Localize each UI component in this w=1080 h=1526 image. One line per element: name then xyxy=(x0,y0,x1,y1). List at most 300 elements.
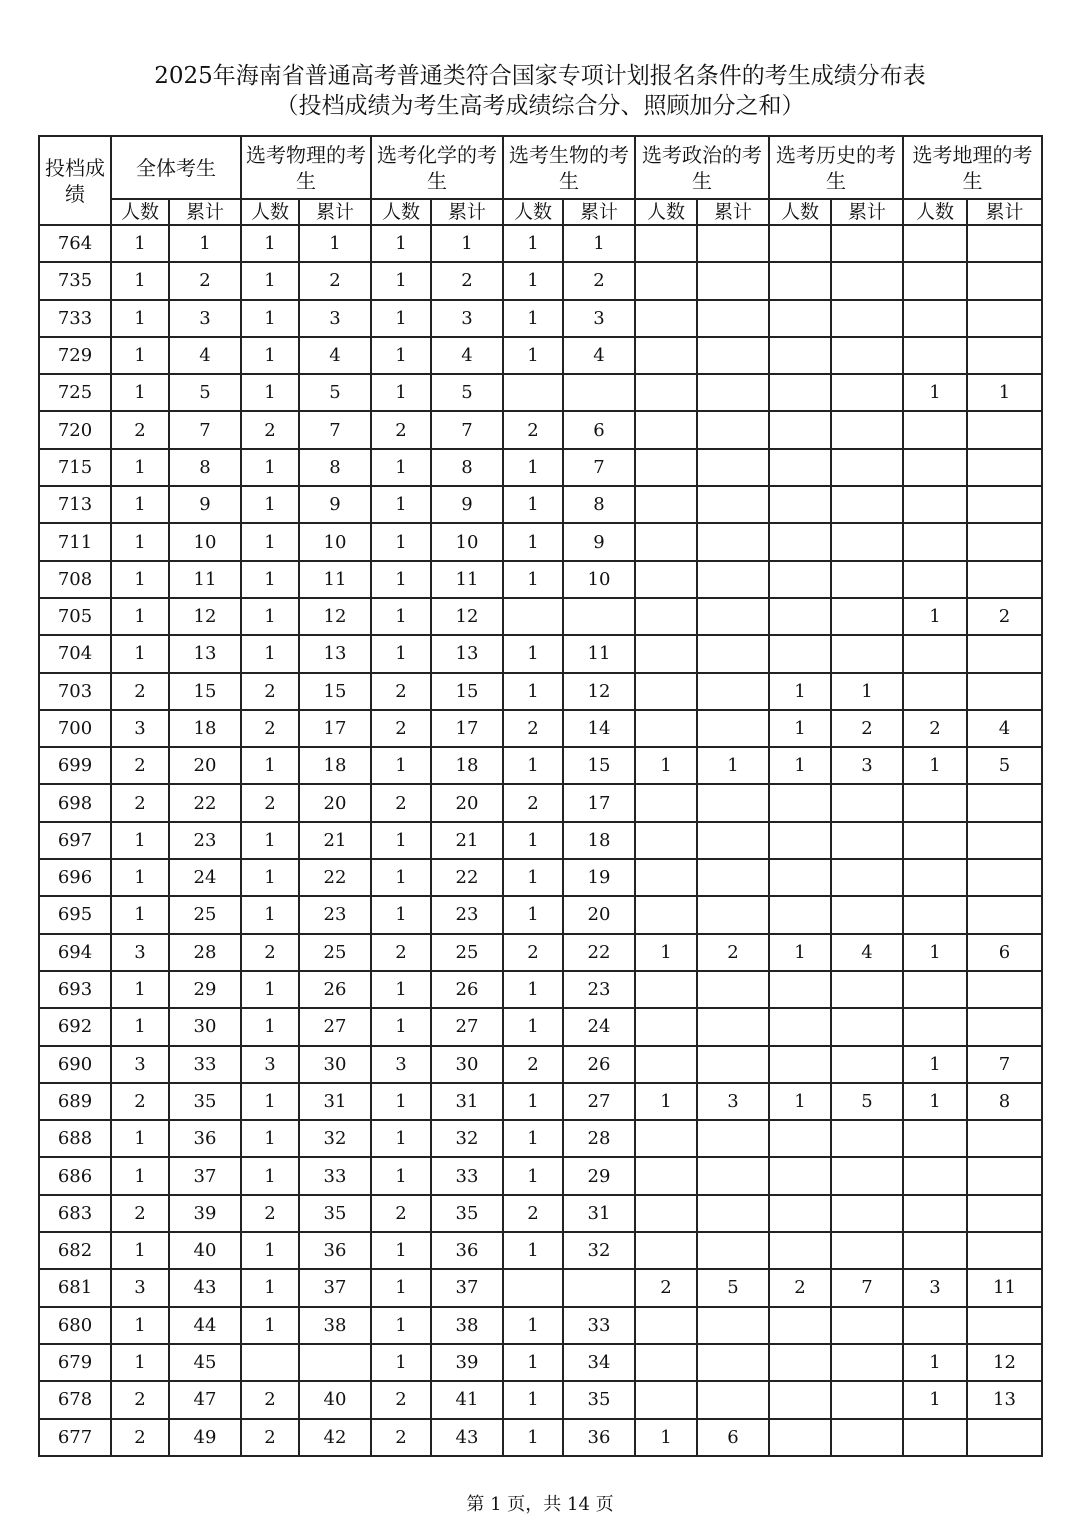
score-cell: 720 xyxy=(39,411,111,448)
count-cell: 1 xyxy=(371,1083,431,1120)
cumulative-cell xyxy=(697,1381,769,1418)
cumulative-cell xyxy=(697,896,769,933)
cumulative-cell: 41 xyxy=(431,1381,503,1418)
cumulative-cell: 1 xyxy=(563,225,635,262)
count-cell xyxy=(635,300,697,337)
cumulative-cell xyxy=(831,225,903,262)
cumulative-cell: 18 xyxy=(563,822,635,859)
cumulative-cell: 23 xyxy=(169,822,241,859)
cumulative-cell: 2 xyxy=(697,934,769,971)
count-cell: 1 xyxy=(111,896,169,933)
count-cell xyxy=(769,1344,831,1381)
cumulative-cell: 22 xyxy=(169,784,241,821)
cumulative-cell: 10 xyxy=(563,561,635,598)
count-cell: 1 xyxy=(503,1008,563,1045)
cumulative-cell: 8 xyxy=(967,1083,1042,1120)
count-cell: 2 xyxy=(111,1083,169,1120)
cumulative-cell: 3 xyxy=(831,747,903,784)
count-cell: 2 xyxy=(371,710,431,747)
cumulative-cell: 4 xyxy=(431,337,503,374)
count-cell: 1 xyxy=(635,747,697,784)
count-cell: 1 xyxy=(769,710,831,747)
cumulative-cell: 43 xyxy=(169,1269,241,1306)
subheader-count: 人数 xyxy=(635,199,697,225)
count-cell xyxy=(635,262,697,299)
table-row xyxy=(39,1419,1042,1456)
cumulative-cell: 8 xyxy=(431,449,503,486)
cumulative-cell: 37 xyxy=(431,1269,503,1306)
count-cell xyxy=(635,1381,697,1418)
cumulative-cell xyxy=(697,561,769,598)
table-row xyxy=(39,411,1042,448)
table-row xyxy=(39,747,1042,784)
count-cell xyxy=(769,486,831,523)
cumulative-cell: 32 xyxy=(563,1232,635,1269)
cumulative-cell: 15 xyxy=(299,673,371,710)
count-cell xyxy=(903,673,967,710)
count-cell: 2 xyxy=(371,411,431,448)
count-cell xyxy=(903,1008,967,1045)
count-cell: 1 xyxy=(241,1120,299,1157)
subheader-count: 人数 xyxy=(241,199,299,225)
cumulative-cell: 47 xyxy=(169,1381,241,1418)
cumulative-cell: 22 xyxy=(431,859,503,896)
count-cell xyxy=(903,1307,967,1344)
score-cell: 690 xyxy=(39,1046,111,1083)
cumulative-cell: 35 xyxy=(299,1195,371,1232)
cumulative-cell: 12 xyxy=(299,598,371,635)
cumulative-cell xyxy=(697,486,769,523)
cumulative-cell: 5 xyxy=(831,1083,903,1120)
cumulative-cell: 37 xyxy=(299,1269,371,1306)
table-row xyxy=(39,262,1042,299)
count-cell: 1 xyxy=(769,747,831,784)
score-cell: 764 xyxy=(39,225,111,262)
score-cell: 683 xyxy=(39,1195,111,1232)
score-cell: 705 xyxy=(39,598,111,635)
table-row xyxy=(39,449,1042,486)
count-cell: 3 xyxy=(371,1046,431,1083)
cumulative-cell: 36 xyxy=(299,1232,371,1269)
count-cell: 1 xyxy=(503,1381,563,1418)
cumulative-cell: 33 xyxy=(169,1046,241,1083)
cumulative-cell xyxy=(697,1232,769,1269)
subheader-cumulative: 累计 xyxy=(967,199,1042,225)
cumulative-cell: 1 xyxy=(431,225,503,262)
cumulative-cell xyxy=(697,300,769,337)
count-cell xyxy=(769,374,831,411)
count-cell xyxy=(769,1008,831,1045)
cumulative-cell: 12 xyxy=(967,1344,1042,1381)
score-cell: 680 xyxy=(39,1307,111,1344)
score-cell: 689 xyxy=(39,1083,111,1120)
score-cell: 678 xyxy=(39,1381,111,1418)
count-cell: 2 xyxy=(503,1046,563,1083)
cumulative-cell: 18 xyxy=(169,710,241,747)
cumulative-cell: 18 xyxy=(431,747,503,784)
cumulative-cell xyxy=(831,896,903,933)
count-cell: 1 xyxy=(903,374,967,411)
cumulative-cell xyxy=(967,1120,1042,1157)
subheader-cumulative: 累计 xyxy=(299,199,371,225)
cumulative-cell: 24 xyxy=(169,859,241,896)
count-cell xyxy=(769,1157,831,1194)
cumulative-cell: 11 xyxy=(431,561,503,598)
count-cell: 3 xyxy=(903,1269,967,1306)
table-row xyxy=(39,1195,1042,1232)
count-cell: 2 xyxy=(503,710,563,747)
cumulative-cell: 20 xyxy=(431,784,503,821)
count-cell xyxy=(903,1120,967,1157)
count-cell: 2 xyxy=(111,1419,169,1456)
count-cell xyxy=(635,1344,697,1381)
table-row xyxy=(39,1269,1042,1306)
count-cell: 2 xyxy=(111,747,169,784)
count-cell: 3 xyxy=(241,1046,299,1083)
count-cell: 1 xyxy=(503,1157,563,1194)
cumulative-cell: 17 xyxy=(431,710,503,747)
table-row xyxy=(39,598,1042,635)
header-group-biology: 选考生物的考生 xyxy=(503,136,635,199)
cumulative-cell: 9 xyxy=(169,486,241,523)
count-cell xyxy=(903,486,967,523)
cumulative-cell: 11 xyxy=(967,1269,1042,1306)
cumulative-cell: 12 xyxy=(431,598,503,635)
cumulative-cell xyxy=(697,971,769,1008)
count-cell xyxy=(903,411,967,448)
count-cell: 1 xyxy=(503,486,563,523)
count-cell: 1 xyxy=(371,747,431,784)
count-cell: 1 xyxy=(769,673,831,710)
count-cell: 1 xyxy=(371,523,431,560)
cumulative-cell: 40 xyxy=(169,1232,241,1269)
cumulative-cell xyxy=(697,337,769,374)
count-cell xyxy=(903,449,967,486)
count-cell xyxy=(635,635,697,672)
table-row xyxy=(39,300,1042,337)
cumulative-cell: 3 xyxy=(431,300,503,337)
cumulative-cell: 13 xyxy=(431,635,503,672)
cumulative-cell: 5 xyxy=(431,374,503,411)
count-cell: 1 xyxy=(111,374,169,411)
cumulative-cell xyxy=(831,1419,903,1456)
count-cell: 1 xyxy=(371,1232,431,1269)
cumulative-cell: 20 xyxy=(169,747,241,784)
cumulative-cell xyxy=(697,673,769,710)
table-row xyxy=(39,523,1042,560)
cumulative-cell: 23 xyxy=(431,896,503,933)
count-cell xyxy=(635,374,697,411)
count-cell xyxy=(769,225,831,262)
cumulative-cell: 4 xyxy=(563,337,635,374)
count-cell: 1 xyxy=(503,859,563,896)
cumulative-cell: 7 xyxy=(299,411,371,448)
count-cell: 1 xyxy=(111,337,169,374)
count-cell xyxy=(769,1307,831,1344)
count-cell: 2 xyxy=(241,411,299,448)
table-row xyxy=(39,225,1042,262)
cumulative-cell: 5 xyxy=(299,374,371,411)
subheader-count: 人数 xyxy=(903,199,967,225)
count-cell xyxy=(769,300,831,337)
cumulative-cell: 13 xyxy=(169,635,241,672)
count-cell xyxy=(769,896,831,933)
count-cell xyxy=(769,635,831,672)
cumulative-cell xyxy=(831,1008,903,1045)
count-cell xyxy=(903,1195,967,1232)
table-row xyxy=(39,1307,1042,1344)
count-cell: 1 xyxy=(241,486,299,523)
cumulative-cell xyxy=(967,337,1042,374)
table-row xyxy=(39,896,1042,933)
score-cell: 704 xyxy=(39,635,111,672)
cumulative-cell: 5 xyxy=(967,747,1042,784)
count-cell: 1 xyxy=(111,598,169,635)
count-cell: 1 xyxy=(503,523,563,560)
score-cell: 725 xyxy=(39,374,111,411)
count-cell: 2 xyxy=(241,934,299,971)
cumulative-cell: 8 xyxy=(299,449,371,486)
subheader-count: 人数 xyxy=(769,199,831,225)
count-cell: 1 xyxy=(635,934,697,971)
cumulative-cell xyxy=(967,1195,1042,1232)
count-cell: 1 xyxy=(111,523,169,560)
cumulative-cell: 21 xyxy=(299,822,371,859)
count-cell xyxy=(769,822,831,859)
cumulative-cell: 12 xyxy=(563,673,635,710)
cumulative-cell xyxy=(831,1381,903,1418)
cumulative-cell: 15 xyxy=(431,673,503,710)
count-cell: 1 xyxy=(503,225,563,262)
table-row xyxy=(39,859,1042,896)
score-cell: 708 xyxy=(39,561,111,598)
score-cell: 688 xyxy=(39,1120,111,1157)
cumulative-cell xyxy=(967,822,1042,859)
cumulative-cell: 15 xyxy=(169,673,241,710)
count-cell: 1 xyxy=(241,896,299,933)
cumulative-cell: 8 xyxy=(169,449,241,486)
cumulative-cell: 29 xyxy=(169,971,241,1008)
score-cell: 715 xyxy=(39,449,111,486)
score-cell: 733 xyxy=(39,300,111,337)
score-cell: 711 xyxy=(39,523,111,560)
count-cell xyxy=(903,635,967,672)
count-cell xyxy=(903,1232,967,1269)
count-cell: 1 xyxy=(241,262,299,299)
count-cell xyxy=(769,262,831,299)
cumulative-cell: 23 xyxy=(299,896,371,933)
count-cell: 1 xyxy=(241,449,299,486)
cumulative-cell xyxy=(697,1157,769,1194)
count-cell xyxy=(635,1157,697,1194)
count-cell: 2 xyxy=(111,1381,169,1418)
count-cell: 1 xyxy=(241,1008,299,1045)
cumulative-cell: 4 xyxy=(169,337,241,374)
count-cell: 1 xyxy=(503,262,563,299)
header-group-politics: 选考政治的考生 xyxy=(635,136,769,199)
cumulative-cell xyxy=(831,1046,903,1083)
cumulative-cell xyxy=(831,1157,903,1194)
count-cell: 1 xyxy=(111,1120,169,1157)
count-cell: 1 xyxy=(371,1307,431,1344)
count-cell xyxy=(635,225,697,262)
cumulative-cell xyxy=(831,374,903,411)
count-cell xyxy=(635,710,697,747)
count-cell: 1 xyxy=(241,1269,299,1306)
score-cell: 679 xyxy=(39,1344,111,1381)
count-cell: 1 xyxy=(503,822,563,859)
score-cell: 681 xyxy=(39,1269,111,1306)
count-cell: 1 xyxy=(111,1008,169,1045)
cumulative-cell: 2 xyxy=(431,262,503,299)
count-cell: 2 xyxy=(371,1419,431,1456)
cumulative-cell: 27 xyxy=(431,1008,503,1045)
cumulative-cell: 5 xyxy=(169,374,241,411)
cumulative-cell: 45 xyxy=(169,1344,241,1381)
count-cell: 1 xyxy=(241,523,299,560)
count-cell: 1 xyxy=(241,225,299,262)
count-cell: 2 xyxy=(503,1195,563,1232)
count-cell: 1 xyxy=(111,971,169,1008)
cumulative-cell: 19 xyxy=(563,859,635,896)
cumulative-cell xyxy=(831,262,903,299)
cumulative-cell: 29 xyxy=(563,1157,635,1194)
cumulative-cell xyxy=(967,1232,1042,1269)
count-cell xyxy=(769,971,831,1008)
count-cell xyxy=(635,561,697,598)
cumulative-cell: 28 xyxy=(169,934,241,971)
cumulative-cell: 28 xyxy=(563,1120,635,1157)
table-row xyxy=(39,1083,1042,1120)
cumulative-cell xyxy=(697,635,769,672)
cumulative-cell xyxy=(831,449,903,486)
count-cell xyxy=(635,598,697,635)
count-cell xyxy=(769,1419,831,1456)
count-cell xyxy=(503,598,563,635)
cumulative-cell xyxy=(697,411,769,448)
count-cell: 1 xyxy=(371,561,431,598)
cumulative-cell: 31 xyxy=(299,1083,371,1120)
count-cell: 1 xyxy=(241,1083,299,1120)
score-cell: 703 xyxy=(39,673,111,710)
count-cell: 1 xyxy=(241,859,299,896)
count-cell: 1 xyxy=(111,635,169,672)
count-cell: 1 xyxy=(241,300,299,337)
cumulative-cell xyxy=(697,859,769,896)
cumulative-cell: 11 xyxy=(299,561,371,598)
count-cell: 1 xyxy=(371,262,431,299)
count-cell xyxy=(903,523,967,560)
count-cell: 2 xyxy=(241,1381,299,1418)
count-cell xyxy=(769,1195,831,1232)
cumulative-cell: 25 xyxy=(169,896,241,933)
count-cell xyxy=(635,822,697,859)
header-group-chemistry: 选考化学的考生 xyxy=(371,136,503,199)
cumulative-cell xyxy=(831,859,903,896)
count-cell: 1 xyxy=(371,822,431,859)
count-cell: 1 xyxy=(371,1269,431,1306)
count-cell xyxy=(635,337,697,374)
score-cell: 682 xyxy=(39,1232,111,1269)
count-cell xyxy=(635,1120,697,1157)
count-cell xyxy=(635,673,697,710)
count-cell xyxy=(769,784,831,821)
cumulative-cell: 43 xyxy=(431,1419,503,1456)
subheader-cumulative: 累计 xyxy=(831,199,903,225)
cumulative-cell xyxy=(967,262,1042,299)
cumulative-cell xyxy=(299,1344,371,1381)
cumulative-cell xyxy=(697,449,769,486)
count-cell: 1 xyxy=(503,561,563,598)
count-cell xyxy=(635,1046,697,1083)
cumulative-cell: 7 xyxy=(563,449,635,486)
count-cell: 1 xyxy=(241,1232,299,1269)
cumulative-cell: 40 xyxy=(299,1381,371,1418)
cumulative-cell: 25 xyxy=(299,934,371,971)
count-cell: 2 xyxy=(371,934,431,971)
count-cell: 1 xyxy=(371,337,431,374)
count-cell xyxy=(903,561,967,598)
cumulative-cell xyxy=(697,598,769,635)
count-cell xyxy=(769,523,831,560)
table-row xyxy=(39,1046,1042,1083)
cumulative-cell xyxy=(831,1344,903,1381)
cumulative-cell: 26 xyxy=(299,971,371,1008)
table-row xyxy=(39,1344,1042,1381)
cumulative-cell: 11 xyxy=(563,635,635,672)
cumulative-cell: 33 xyxy=(563,1307,635,1344)
cumulative-cell: 21 xyxy=(431,822,503,859)
cumulative-cell: 4 xyxy=(831,934,903,971)
cumulative-cell xyxy=(967,225,1042,262)
count-cell xyxy=(769,859,831,896)
cumulative-cell xyxy=(831,337,903,374)
count-cell: 1 xyxy=(503,635,563,672)
score-cell: 729 xyxy=(39,337,111,374)
table-row xyxy=(39,971,1042,1008)
cumulative-cell: 9 xyxy=(563,523,635,560)
score-cell: 735 xyxy=(39,262,111,299)
count-cell: 2 xyxy=(111,673,169,710)
cumulative-cell xyxy=(831,971,903,1008)
cumulative-cell xyxy=(697,1008,769,1045)
cumulative-cell xyxy=(967,486,1042,523)
cumulative-cell xyxy=(831,561,903,598)
cumulative-cell: 2 xyxy=(831,710,903,747)
cumulative-cell xyxy=(697,225,769,262)
count-cell: 1 xyxy=(371,1120,431,1157)
count-cell: 1 xyxy=(903,1344,967,1381)
header-group-geography: 选考地理的考生 xyxy=(903,136,1042,199)
header-score: 投档成绩 xyxy=(39,136,111,225)
count-cell: 1 xyxy=(371,598,431,635)
score-cell: 692 xyxy=(39,1008,111,1045)
cumulative-cell xyxy=(831,784,903,821)
count-cell: 1 xyxy=(241,971,299,1008)
cumulative-cell xyxy=(563,374,635,411)
count-cell: 1 xyxy=(903,1381,967,1418)
count-cell xyxy=(769,598,831,635)
score-cell: 713 xyxy=(39,486,111,523)
count-cell: 1 xyxy=(371,486,431,523)
count-cell xyxy=(635,449,697,486)
score-cell: 677 xyxy=(39,1419,111,1456)
count-cell xyxy=(769,449,831,486)
cumulative-cell: 4 xyxy=(967,710,1042,747)
count-cell xyxy=(769,1381,831,1418)
cumulative-cell: 6 xyxy=(697,1419,769,1456)
count-cell: 1 xyxy=(503,1344,563,1381)
